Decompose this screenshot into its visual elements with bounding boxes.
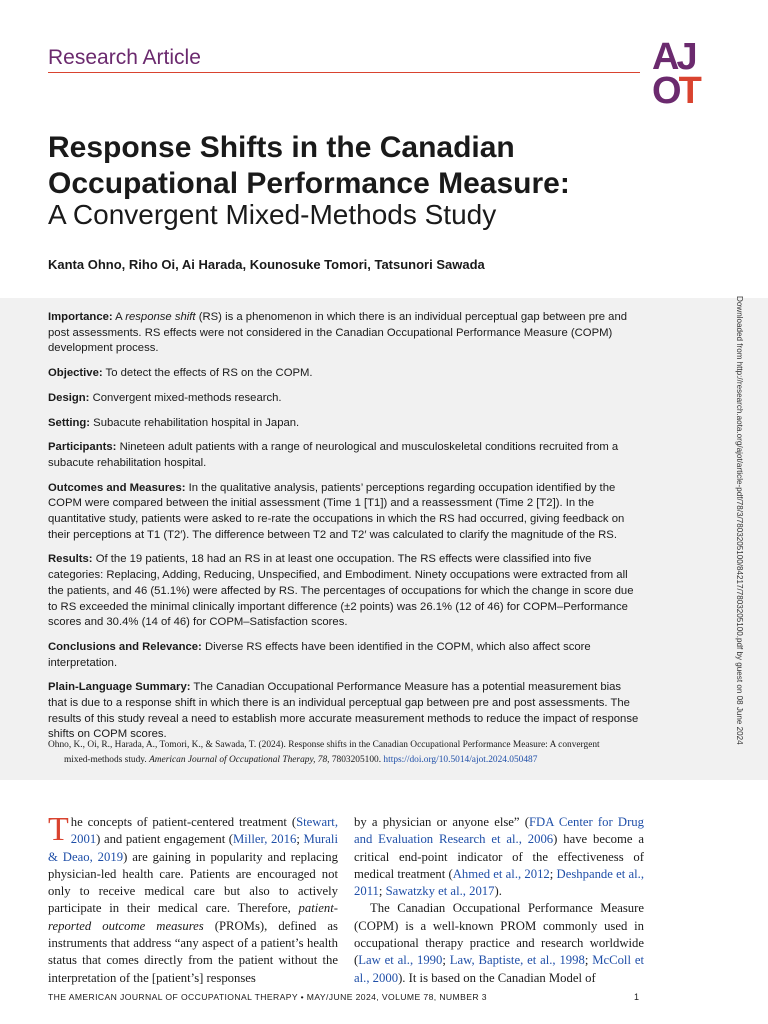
citation-text-b: 7803205100. [329,755,384,765]
importance-text-b: (RS) is a phenomenon in which there is an individual perceptual gap between pre and post assessments. RS effects were not considered in the Canadian Occupational Performance Measure (COPM) development process. [48,311,628,355]
conclusions-text: Diverse RS effects have been identified in the COPM, which also affect score interpretation. [48,640,591,669]
objective-label: Objective: [48,367,103,380]
ref-link[interactable]: McColl et al., 2000 [354,953,644,985]
ref-link[interactable]: Law, Baptiste, et al., 1998 [449,953,585,968]
author-list: Kanta Ohno, Riho Oi, Ai Harada, Kounosuke Tomori, Tatsunori Sawada [48,257,485,272]
outcomes-text: In the qualitative analysis, patients’ perceptions regarding occupation identified by the COPM were compared between the initial assessment (Time 1 [T1]) and a reassessment (Time 2 [T2]). In the quantitative study, patients were asked to re-rate the occupations in which the RS had occurred, giving feedback on their perceptions at T1 (T2′). The difference between T2 and T2′ was calculated to clarify the magnitude of the RS. [48,481,625,541]
citation-journal: American Journal of Occupational Therapy, 78, [149,755,330,765]
logo-line-2 [652,70,710,112]
abstract-panel [0,298,768,780]
logo-t: T [678,70,699,112]
conclusions-label: Conclusions and Relevance: [48,640,202,653]
participants-text: Nineteen adult patients with a range of neurological and musculoskeletal conditions recruited from a subacute rehabilitation hospital. [48,441,619,469]
abstract-participants [48,440,640,471]
body-text: ) have become a critical end-point indicator of the effectiveness of medical treatment ( [354,832,644,881]
outcomes-label: Outcomes and Measures: [48,481,186,494]
setting-text: Subacute rehabilitation hospital in Japan. [90,416,300,429]
body-paragraph [48,811,338,987]
ref-link[interactable]: Law et al., 1990 [358,953,443,968]
body-text: ). [494,884,502,899]
download-note-text: Downloaded from http://research.aota.org/ajot/article-pdf/78/3/7803205100/84217/7803205100.pdf by guest on 08 June 2024 [735,296,744,745]
citation-line-1: Ohno, K., Oi, R., Harada, A., Tomori, K., & Sawada, T. (2024). Response shifts in the Canadian Occupational Performance Measure: A convergent [48,740,600,750]
body-text: ; [378,884,386,899]
results-label: Results: [48,553,93,566]
ref-link[interactable]: FDA Center for Drug and Evaluation Research et al., 2006 [354,815,644,847]
abstract-plain-summary [48,680,640,743]
abstract-conclusions [48,640,640,671]
body-text: ; [584,953,593,968]
body-text: ; [549,866,557,881]
setting-label: Setting: [48,416,91,429]
importance-text-a: A [112,311,126,323]
abstract-importance [48,310,640,357]
ref-link[interactable]: Sawatzky et al., 2017 [385,884,495,899]
download-note [732,296,746,766]
participants-label: Participants: [48,441,117,454]
results-text: Of the 19 patients, 18 had an RS in at least one occupation. The RS effects were classified into five categories: Replacing, Adding, Reducing, Unspecified, and Embodiment. Ninety occupations were extracted from all the patients, and 46 (51.1%) were affected by RS. The percentages of occupations for which the change in score due to RS exceeded the minimal clinically important difference (±2 points) was 26.1% (12 of 46) for COPM–Performance scores and 30.4% (14 of 46) for COPM–Satisfaction scores. [48,553,634,629]
objective-text: To detect the effects of RS on the COPM. [102,367,313,380]
body-column-right [354,814,644,987]
body-text: ; [296,832,304,847]
plain-summary-text: The Canadian Occupational Performance Measure has a potential measurement bias that is due to a response shift in which there is an individual perceptual gap between pre and post assessments. The results of this study reveal a need to establish more accurate measurement methods to reduce the impact of response shifts on COPM scores. [48,681,639,741]
page-number: 1 [634,992,640,1002]
section-label: Research Article [48,46,201,69]
body-text: by a physician or anyone else” ( [354,815,529,829]
citation-text-a: mixed-methods study. [64,755,150,765]
body-text: The Canadian Occupational Performance Measure (COPM) is a well-known PROM commonly used in occupational therapy practice and research worldwide ( [354,901,644,968]
abstract-design [48,391,640,407]
citation-line-2 [48,753,648,768]
design-text: Convergent mixed-methods research. [89,391,282,404]
body-paragraph [354,814,644,900]
body-text: ) are gaining in popularity and replacing physician-led health care. Patients are encouraged not only to receive medical care but also to actively participate in their medical care. Therefore, [48,849,338,916]
body-text: ). It is based on the Canadian Model of [398,970,596,985]
drop-cap: T [48,811,69,848]
body-text: ; [442,953,450,968]
body-text: (PROMs), defined as instruments that address “any aspect of a patient’s health status that comes directly from the patient without the interpretation of the [patient’s] responses [48,918,338,985]
abstract-objective [48,366,640,382]
body-text: he concepts of patient-centered treatment ( [70,815,297,829]
ref-link[interactable]: Deshpande et al., 2011 [354,866,644,899]
header-rule [48,72,640,73]
body-column-left [48,811,338,987]
body-emphasis: patient-reported outcome measures [48,901,338,933]
article-subtitle: A Convergent Mixed-Methods Study [48,199,497,230]
logo-o: O [652,70,679,112]
abstract-setting [48,416,640,432]
plain-summary-label: Plain-Language Summary: [48,681,191,694]
doi-link[interactable]: https://doi.org/10.5014/ajot.2024.050487 [383,755,538,765]
ref-link[interactable]: Ahmed et al., 2012 [452,866,550,881]
ref-link[interactable]: Stewart, 2001 [70,815,338,847]
ref-link[interactable]: Murali & Deao, 2019 [48,832,338,864]
importance-emphasis: response shift [125,311,196,323]
citation-block [48,738,648,768]
body-text: ) and patient engagement ( [96,832,234,847]
ref-link[interactable]: Miller, 2016 [233,832,297,847]
design-label: Design: [48,391,90,404]
abstract-results [48,552,640,631]
article-title: Response Shifts in the Canadian Occupational Performance Measure: [48,131,570,200]
footer-journal: THE AMERICAN JOURNAL OF OCCUPATIONAL THERAPY • MAY/JUNE 2024, VOLUME 78, NUMBER 3 [48,992,487,1002]
body-paragraph [354,900,644,986]
journal-logo [652,36,710,114]
importance-label: Importance: [48,311,113,323]
logo-line-1: AJ [652,36,695,78]
abstract-outcomes [48,481,640,544]
